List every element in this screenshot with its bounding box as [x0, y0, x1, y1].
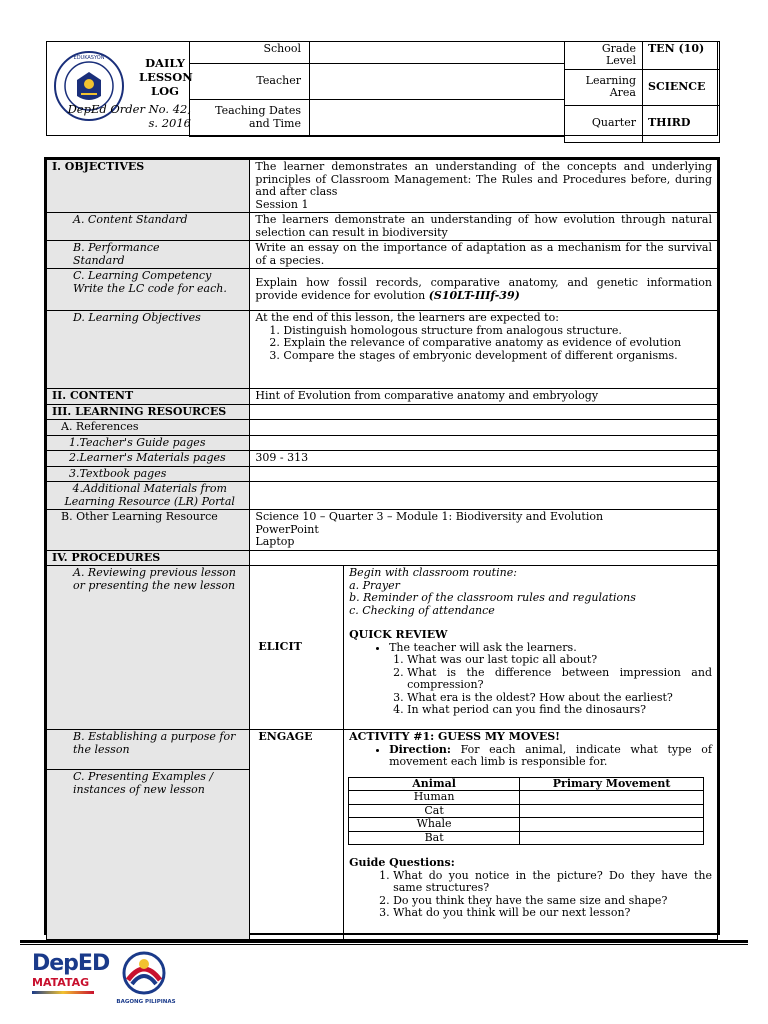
- teacher-value: [310, 63, 565, 99]
- direction-label: Direction:: [389, 742, 451, 756]
- header-left-table: [189, 41, 565, 137]
- guide-title: Guide Questions:: [349, 856, 455, 869]
- area-value: SCIENCE: [643, 69, 720, 105]
- guide-item: 1. What do you notice in the picture? Do they have the same structures?: [393, 870, 712, 895]
- routine-item: c. Checking of attendance: [349, 603, 495, 617]
- proc-c-label: C. Presenting Examples / instances of new lesson: [73, 770, 214, 796]
- learning-obj-label: D. Learning Objectives: [47, 311, 250, 389]
- elicit-cell: [344, 566, 718, 730]
- references-label: A. References: [47, 420, 250, 436]
- animal-cell: Whale: [349, 818, 520, 832]
- proc-a-label: A. Reviewing previous lesson or presenting the new lesson: [47, 566, 250, 730]
- routine-item: b. Reminder of the classroom rules and regulations: [349, 591, 636, 604]
- tg-value: [250, 435, 718, 451]
- performance-label: B. Performance Standard: [47, 241, 250, 269]
- svg-text:EDUKASYON: EDUKASYON: [73, 55, 105, 61]
- dll-title-line3: LOG: [151, 84, 179, 98]
- header-section: [46, 41, 718, 136]
- proc-b-label: B. Establishing a purpose for the lesson: [47, 730, 249, 770]
- matatag-text: MATATAG: [32, 976, 90, 989]
- competency-label: C. Learning Competency Write the LC code for each.: [47, 269, 250, 311]
- bagong-text: BAGONG PILIPINAS: [116, 999, 176, 1005]
- other-item: Science 10 – Quarter 3 – Module 1: Biodiversity and Evolution: [255, 510, 604, 523]
- quick-review-item: 1. What was our last topic all about?: [407, 654, 712, 667]
- bagong-pilipinas-logo: [116, 950, 176, 1006]
- footer-divider: [20, 940, 748, 943]
- content-text: Hint of Evolution from comparative anatomy and embryology: [250, 389, 718, 405]
- bagong-pilipinas-icon: [116, 950, 172, 996]
- teacher-label: Teacher: [190, 63, 310, 99]
- dates-label: Teaching Dates and Time: [190, 99, 310, 136]
- learning-obj-item: 3. Compare the stages of embryonic development of different organisms.: [283, 350, 712, 363]
- matatag-stripe: [32, 991, 94, 994]
- references-empty: [250, 420, 718, 436]
- animal-cell: Cat: [349, 804, 520, 818]
- competency-text: Explain how fossil records, comparative anatomy, and genetic information provide evidence for evolution: [255, 276, 712, 302]
- other-cell: [250, 510, 718, 551]
- deped-order-line2: s. 2016: [148, 116, 191, 130]
- movement-cell[interactable]: [520, 791, 704, 805]
- quick-review-list: [349, 654, 712, 717]
- animal-table: [348, 777, 704, 846]
- direction-item: [389, 744, 712, 769]
- quick-review-item: 4. In what period can you find the dinosaurs?: [407, 704, 712, 717]
- tb-value: [250, 466, 718, 482]
- dll-title-line2: LESSON: [139, 70, 193, 84]
- proc-bc-cell: [47, 730, 250, 940]
- main-table-frame: [44, 157, 720, 935]
- routine-intro: Begin with classroom routine:: [349, 566, 517, 579]
- objectives-label: I. OBJECTIVES: [47, 160, 250, 213]
- school-value: [310, 41, 565, 63]
- add-label: 4.Additional Materials from Learning Resource (LR) Portal: [47, 482, 250, 510]
- grade-label: Grade Level: [565, 41, 643, 69]
- header-right-table: [564, 41, 720, 143]
- other-item: PowerPoint: [255, 522, 319, 536]
- grade-value: TEN (10): [643, 41, 720, 69]
- direction-text: For each animal, indicate what type of movement each limb is responsible for.: [389, 742, 712, 768]
- add-value: [250, 482, 718, 510]
- main-table: [46, 159, 718, 940]
- footer-divider-thin: [20, 944, 748, 945]
- animal-cell: Bat: [349, 831, 520, 845]
- learning-obj-intro: At the end of this lesson, the learners are expected to:: [255, 311, 559, 324]
- guide-item: 2. Do you think they have the same size and shape?: [393, 895, 712, 908]
- movement-cell[interactable]: [520, 818, 704, 832]
- engage-label: ENGAGE: [250, 730, 344, 940]
- content-standard-label: A. Content Standard: [47, 213, 250, 241]
- objectives-text: The learner demonstrates an understanding of the concepts and underlying principles of Classroom Management: The Rules and Procedures before, during and after class: [255, 160, 712, 198]
- quarter-label: Quarter: [565, 105, 643, 142]
- learning-obj-item: 2. Explain the relevance of comparative anatomy as evidence of evolution: [283, 337, 712, 350]
- quarter-value: THIRD: [643, 105, 720, 142]
- movement-header: Primary Movement: [520, 777, 704, 791]
- quick-review-item: 2. What is the difference between impression and compression?: [407, 667, 712, 692]
- competency-code: (S10LT-IIIf-39): [428, 288, 520, 302]
- quick-review-title: QUICK REVIEW: [349, 628, 448, 641]
- deped-logo-text: DepED: [32, 951, 110, 976]
- procedures-label: IV. PROCEDURES: [47, 550, 250, 566]
- deped-order-line1: DepEd Order No. 42,: [67, 102, 191, 116]
- dll-title-line1: DAILY: [145, 56, 185, 70]
- tb-label: 3.Textbook pages: [47, 466, 250, 482]
- dates-value: [310, 99, 565, 136]
- content-label: II. CONTENT: [47, 389, 250, 405]
- guide-item: 3. What do you think will be our next lesson?: [393, 907, 712, 920]
- engage-cell: [344, 730, 718, 940]
- school-label: School: [190, 41, 310, 63]
- competency-cell: [250, 269, 718, 311]
- learning-obj-list: [255, 325, 712, 363]
- resources-label: III. LEARNING RESOURCES: [47, 404, 250, 420]
- quick-review-bullet: • The teacher will ask the learners.: [389, 642, 712, 655]
- routine-item: a. Prayer: [349, 578, 400, 592]
- animal-header: Animal: [349, 777, 520, 791]
- learning-obj-cell: [250, 311, 718, 389]
- objectives-cell: [250, 160, 718, 213]
- lm-label: 2.Learner's Materials pages: [47, 451, 250, 467]
- guide-list: [349, 870, 712, 920]
- deped-order: [57, 102, 191, 130]
- performance-text: Write an essay on the importance of adaptation as a mechanism for the survival of a species.: [250, 241, 718, 269]
- objectives-session: Session 1: [255, 197, 309, 211]
- procedures-empty: [250, 550, 718, 566]
- activity-title: ACTIVITY #1: GUESS MY MOVES!: [349, 730, 560, 743]
- movement-cell[interactable]: [520, 804, 704, 818]
- deped-matatag-logo: [32, 951, 110, 1002]
- area-label: Learning Area: [565, 69, 643, 105]
- tg-label: 1.Teacher's Guide pages: [47, 435, 250, 451]
- dll-title: [139, 56, 191, 98]
- resources-empty: [250, 404, 718, 420]
- animal-cell: Human: [349, 791, 520, 805]
- movement-cell[interactable]: [520, 831, 704, 845]
- quick-review-item: 3. What era is the oldest? How about the earliest?: [407, 692, 712, 705]
- other-label: B. Other Learning Resource: [47, 510, 250, 551]
- learning-obj-item: 1. Distinguish homologous structure from analogous structure.: [283, 325, 712, 338]
- other-item: Laptop: [255, 535, 295, 548]
- elicit-label: ELICIT: [250, 566, 344, 730]
- lm-value: 309 - 313: [250, 451, 718, 467]
- content-standard-text: The learners demonstrate an understanding of how evolution through natural selection can result in biodiversity: [250, 213, 718, 241]
- direction-list: [349, 744, 712, 769]
